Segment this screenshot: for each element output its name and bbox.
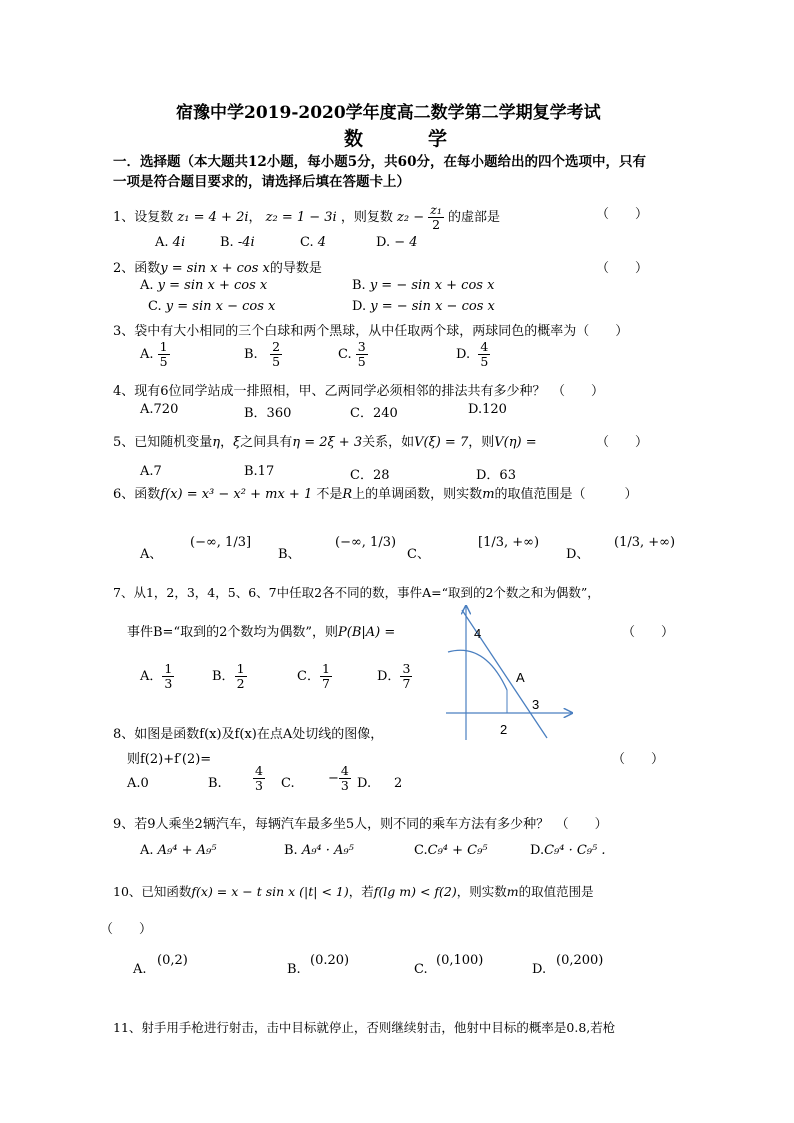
q5-option-c: C．28 [350, 468, 390, 483]
q5-option-d: D．63 [476, 468, 516, 483]
q6-option-b-label: B、 [278, 547, 301, 562]
q6-option-b: (−∞, 1/3) [335, 535, 397, 550]
question-6: 6、函数f(x) = x³ − x² + mx + 1 不是R上的单调函数，则实数m的取值范围是（ ） [113, 487, 638, 502]
q4-option-d: D.120 [468, 402, 507, 417]
q4-option-b: B．360 [244, 406, 292, 421]
q6-function: f(x) = x³ − x² + mx + 1 [160, 487, 313, 502]
question-10: 10、已知函数f(x) = x − t sin x (|t| < 1)，若f(lg m) < f(2)，则实数m的取值范围是 [113, 884, 594, 899]
section-heading-line1: 一．选择题（本大题共12小题，每小题5分，共60分，在每小题给出的四个选项中，只有 [113, 154, 646, 170]
question-8-line1: 8、如图是函数f(x)及f(x)在点A处切线的图像， [113, 727, 384, 742]
q7-option-c: C． $\frac{1}{7}$ [297, 661, 330, 691]
q5-option-a: A.7 [140, 464, 162, 479]
q1-option-d: D. − 4 [376, 235, 418, 250]
q1-z2: z₂ = 1 − 3i [265, 210, 337, 225]
exam-title: 宿豫中学2019-2020学年度高二数学第二学期复学考试 [176, 103, 601, 123]
q10-answer-paren: （ ） [100, 922, 153, 937]
question-4: 4、现有6位同学站成一排照相，甲、乙两同学必须相邻的排法共有多少种？ （ ） [113, 384, 605, 399]
q2-function: y = sin x + cos x [160, 261, 270, 276]
q10-option-b-label: B. [287, 962, 301, 977]
q4-option-a: A.720 [140, 402, 179, 417]
q8-answer-paren: （ ） [612, 752, 665, 767]
q8-option-c-label: C. [281, 776, 295, 791]
q9-option-d: D.C₉⁴ · C₉⁵ . [530, 843, 606, 858]
q1-fraction: $\frac{\text{z₁}}{2}$ [430, 202, 442, 232]
q9-option-a: A. A₉⁴ + A₉⁵ [140, 843, 217, 858]
q10-option-a-label: A. [133, 962, 147, 977]
q1-z1: z₁ = 4 + 2i [177, 210, 249, 225]
q8-option-b: $\frac{4}{3}$ [255, 763, 263, 793]
subject-title: 数 学 [344, 128, 450, 150]
q2-option-d: D. y = − sin x − cos x [352, 299, 495, 314]
q2-option-b: B. y = − sin x + cos x [352, 278, 495, 293]
q2-option-c: C. y = sin x − cos x [148, 299, 276, 314]
q7-probability: P(B|A) = [338, 625, 396, 640]
question-9: 9、若9人乘坐2辆汽车，每辆汽车最多坐5人，则不同的乘车方法有多少种？ （ ） [113, 817, 608, 832]
label-2: 2 [500, 722, 508, 737]
q3-option-c: C. $\frac{3}{5}$ [338, 339, 366, 369]
question-7-line1: 7、从1，2，3，4，5、6、7中任取2各不同的数，事件A=“取到的2个数之和为偶数”， [113, 585, 600, 600]
q10-function: f(x) = x − t sin x (|t| < 1) [191, 884, 349, 899]
function-curve [448, 650, 507, 690]
q3-option-b: B. $\frac{2}{5}$ [244, 339, 281, 369]
q1-expr: z₂ − [397, 210, 425, 225]
q5-answer-paren: （ ） [596, 435, 649, 450]
label-a: A [516, 670, 525, 685]
question-2: 2、函数y = sin x + cos x的导数是 [113, 261, 322, 276]
q1-text-c: 的虚部是 [448, 210, 501, 225]
q10-option-d: (0,200) [556, 953, 604, 968]
q2-answer-paren: （ ） [596, 261, 649, 276]
q6-option-c-label: C、 [407, 547, 430, 562]
label-3: 3 [532, 697, 540, 712]
q2-option-a: A. y = sin x + cos x [140, 278, 268, 293]
q1-option-c: C. 4 [300, 235, 327, 250]
question-1: 1、设复数 z₁ = 4 + 2i， z₂ = 1 − 3i ，则复数 z₂ − $\frac{\text{z₁}}{2}$ 的虚部是 [113, 202, 501, 232]
q8-option-d: 2 [394, 776, 403, 791]
tangent-figure [440, 600, 580, 742]
q10-option-a: (0,2) [157, 953, 188, 968]
q3-option-d: D. $\frac{4}{5}$ [456, 339, 489, 369]
q6-option-a: (−∞, 1/3] [190, 535, 252, 550]
label-4: 4 [474, 626, 482, 641]
q5-option-b: B.17 [244, 464, 275, 479]
q5-relation: η = 2ξ + 3 [292, 435, 363, 450]
question-5: 5、已知随机变量η，ξ之间具有η = 2ξ + 3关系，如V(ξ) = 7，则V(η) = [113, 435, 537, 450]
question-8-line2: 则f(2)+f′(2)= [127, 752, 212, 767]
q6-option-d-label: D、 [566, 547, 590, 562]
q8-option-c: − $\frac{4}{3}$ [328, 763, 349, 793]
question-7-line2: 事件B=“取到的2个数均为偶数”，则P(B|A) = [127, 625, 396, 640]
q7-option-a: A． $\frac{1}{3}$ [140, 661, 173, 691]
q1-option-b: B. -4i [220, 235, 255, 250]
question-3: 3、袋中有大小相同的三个白球和两个黑球，从中任取两个球，两球同色的概率为（ ） [113, 324, 629, 339]
q10-option-c-label: C. [414, 962, 428, 977]
q1-text-b: ，则复数 [340, 210, 393, 225]
q10-option-c: (0,100) [436, 953, 484, 968]
q6-option-c: [1/3, +∞) [478, 535, 540, 550]
q1-option-a: A. 4i [155, 235, 186, 250]
q3-option-a: A. $\frac{1}{5}$ [140, 339, 168, 369]
q1-answer-paren: （ ） [596, 207, 649, 222]
q10-option-d-label: D. [532, 962, 547, 977]
q6-option-d: (1/3, +∞) [614, 535, 676, 550]
q7-answer-paren: （ ） [622, 625, 675, 640]
q7-option-d: D． $\frac{3}{7}$ [377, 661, 411, 691]
q7-option-b: B． $\frac{1}{2}$ [212, 661, 245, 691]
q8-option-d-label: D. [357, 776, 372, 791]
q6-option-a-label: A、 [140, 547, 163, 562]
q1-text-a: 1、设复数 [113, 210, 174, 225]
question-11: 11、射手用手枪进行射击，击中目标就停止，否则继续射击，他射中目标的概率是0.8,若枪 [113, 1020, 616, 1035]
q9-option-b: B. A₉⁴ · A₉⁵ [284, 843, 354, 858]
q10-option-b: (0.20) [310, 953, 350, 968]
q9-option-c: C.C₉⁴ + C₉⁵ [414, 843, 488, 858]
q4-option-c: C．240 [350, 406, 398, 421]
section-heading-line2: 一项是符合题目要求的，请选择后填在答题卡上） [113, 174, 410, 190]
q8-option-a: A.0 [127, 776, 149, 791]
q8-option-b-label: B. [208, 776, 222, 791]
